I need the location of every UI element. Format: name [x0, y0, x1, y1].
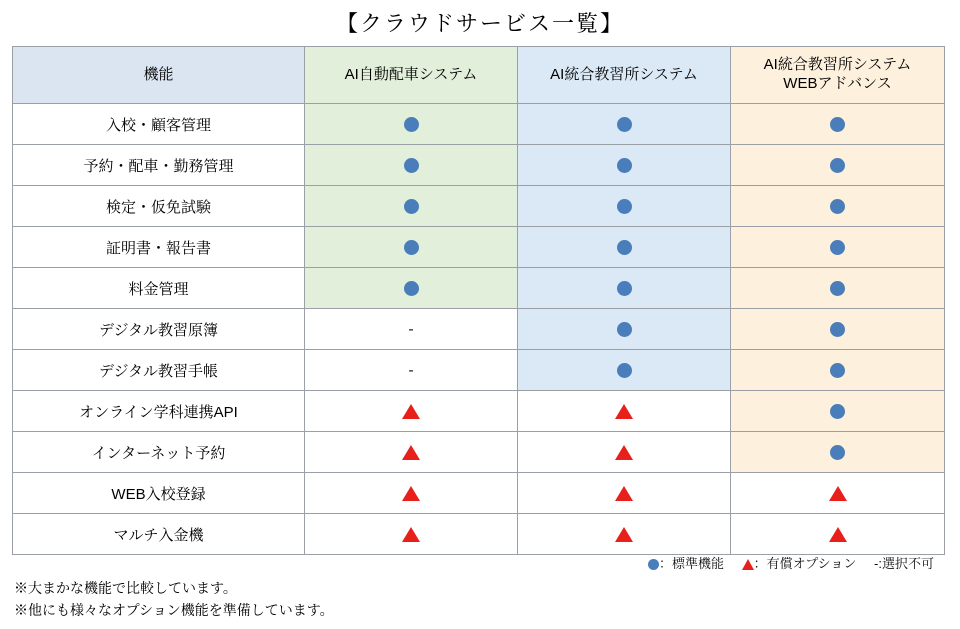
standard-feature-dot-icon: [830, 363, 845, 378]
paid-option-triangle-icon: [615, 445, 633, 460]
column-header-ai-integrated: AI統合教習所システム: [518, 47, 731, 104]
cell-value: [518, 268, 731, 309]
cell-value: [731, 473, 945, 514]
cell-value: [305, 473, 518, 514]
footnotes: [14, 578, 334, 621]
table-row: [13, 268, 945, 309]
cell-value: [518, 227, 731, 268]
column-header-feature: 機能: [13, 47, 305, 104]
legend: [634, 553, 934, 572]
cell-value: [305, 227, 518, 268]
standard-feature-dot-icon: [404, 199, 419, 214]
table-row: [13, 227, 945, 268]
cell-value: [731, 350, 945, 391]
table-body: [13, 104, 945, 555]
row-label: マルチ入金機: [13, 514, 305, 555]
paid-option-triangle-icon: [402, 445, 420, 460]
cell-value: [518, 514, 731, 555]
row-label: 予約・配車・勤務管理: [13, 145, 305, 186]
footnote-line-2: ※他にも様々なオプション機能を準備しています。: [14, 601, 334, 618]
standard-feature-dot-icon: [830, 158, 845, 173]
cell-value: [518, 473, 731, 514]
feature-comparison-table: [12, 46, 945, 555]
cell-value: [305, 104, 518, 145]
standard-feature-dot-icon: [404, 117, 419, 132]
cell-value: [518, 350, 731, 391]
cell-value: [305, 309, 518, 350]
table-row: [13, 104, 945, 145]
legend-paid-label: ：有償オプション: [753, 556, 857, 571]
standard-feature-dot-icon: [830, 240, 845, 255]
cell-value: [731, 432, 945, 473]
paid-option-triangle-icon: [402, 527, 420, 542]
standard-feature-dot-icon: [404, 158, 419, 173]
table-row: [13, 432, 945, 473]
footnote-line-1: ※大まかな機能で比較しています。: [14, 580, 237, 596]
cell-value: [731, 145, 945, 186]
standard-feature-dot-icon: [617, 199, 632, 214]
legend-not-available: -:選択不可: [874, 556, 934, 571]
paid-option-triangle-icon: [615, 527, 633, 542]
legend-paid-option: [742, 553, 857, 572]
page-title: 【クラウドサービス一覧】: [335, 11, 624, 36]
cell-value: [518, 432, 731, 473]
table-row: [13, 186, 945, 227]
table-row: [13, 145, 945, 186]
standard-feature-dot-icon: [404, 281, 419, 296]
row-label: デジタル教習手帳: [13, 350, 305, 391]
paid-option-triangle-icon: [615, 486, 633, 501]
table-header: [13, 47, 945, 104]
row-label: インターネット予約: [13, 432, 305, 473]
cell-value: [305, 391, 518, 432]
standard-feature-dot-icon: [617, 117, 632, 132]
cell-value: [518, 309, 731, 350]
table-row: [13, 514, 945, 555]
standard-feature-dot-icon: [830, 445, 845, 460]
row-label: 料金管理: [13, 268, 305, 309]
standard-feature-dot-icon: [830, 281, 845, 296]
row-label: 証明書・報告書: [13, 227, 305, 268]
column-header-ai-integrated-web-advance: [731, 47, 945, 104]
table-row: [13, 473, 945, 514]
cell-value: [731, 391, 945, 432]
row-label: 検定・仮免試験: [13, 186, 305, 227]
cell-value: [731, 309, 945, 350]
paid-option-triangle-icon: [402, 404, 420, 419]
paid-option-triangle-icon: [402, 486, 420, 501]
cell-value: [518, 145, 731, 186]
legend-standard-label: ：標準機能: [658, 556, 724, 571]
legend-standard-feature: [648, 553, 724, 572]
paid-option-triangle-icon: [829, 527, 847, 542]
cell-value: [305, 145, 518, 186]
table-row: [13, 350, 945, 391]
table-row: [13, 309, 945, 350]
column-header-line2: WEBアドバンス: [783, 75, 892, 92]
table-row: [13, 391, 945, 432]
cell-value: [305, 514, 518, 555]
row-label: 入校・顧客管理: [13, 104, 305, 145]
standard-feature-dot-icon: [648, 559, 659, 570]
standard-feature-dot-icon: [404, 240, 419, 255]
row-label: デジタル教習原簿: [13, 309, 305, 350]
cell-value: [731, 268, 945, 309]
cell-value: [305, 432, 518, 473]
cell-value: [731, 104, 945, 145]
standard-feature-dot-icon: [617, 281, 632, 296]
standard-feature-dot-icon: [830, 322, 845, 337]
cell-value: [305, 186, 518, 227]
standard-feature-dot-icon: [830, 117, 845, 132]
standard-feature-dot-icon: [617, 363, 632, 378]
cell-value: [731, 514, 945, 555]
standard-feature-dot-icon: [617, 158, 632, 173]
cell-value: [518, 391, 731, 432]
cell-value: [518, 186, 731, 227]
cell-value: [305, 268, 518, 309]
header-row: [13, 47, 945, 104]
cell-value: [731, 227, 945, 268]
standard-feature-dot-icon: [830, 404, 845, 419]
cell-value: [518, 104, 731, 145]
paid-option-triangle-icon: [615, 404, 633, 419]
standard-feature-dot-icon: [830, 199, 845, 214]
paid-option-triangle-icon: [829, 486, 847, 501]
cell-value: [731, 186, 945, 227]
column-header-ai-dispatch: AI自動配車システム: [305, 47, 518, 104]
row-label: WEB入校登録: [13, 473, 305, 514]
paid-option-triangle-icon: [742, 559, 754, 570]
column-header-line1: AI統合教習所システム: [763, 56, 912, 74]
not-available-dash-icon: -: [408, 361, 414, 379]
standard-feature-dot-icon: [617, 240, 632, 255]
standard-feature-dot-icon: [617, 322, 632, 337]
row-label: オンライン学科連携API: [13, 391, 305, 432]
cell-value: [305, 350, 518, 391]
not-available-dash-icon: -: [408, 320, 414, 338]
